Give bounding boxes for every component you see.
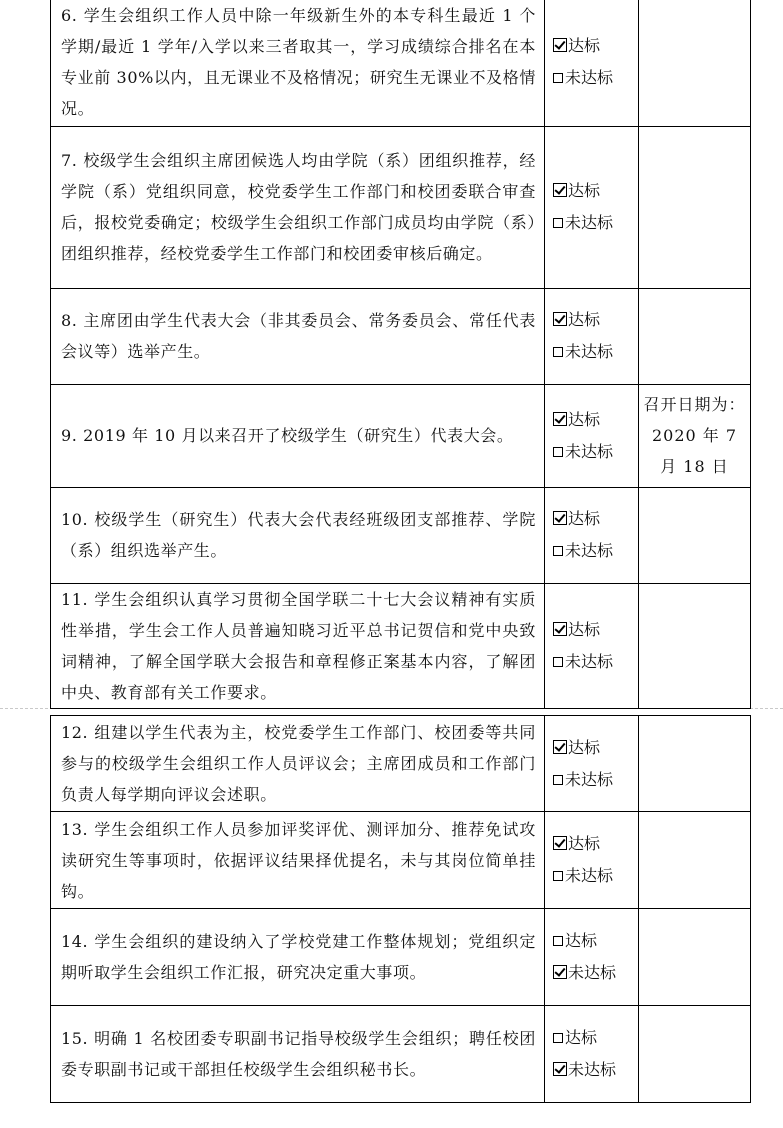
criterion-text: 15. 明确 1 名校团委专职副书记指导校级学生会组织；聘任校团委专职副书记或干部担任校级学生会组织秘书长。 (61, 1029, 536, 1079)
option-met[interactable] (553, 925, 638, 957)
empty-box-icon (553, 657, 563, 667)
checked-box-icon (553, 312, 567, 326)
checked-box-icon (553, 965, 567, 979)
checked-box-icon (553, 511, 567, 525)
option-met-label: 达标 (568, 737, 601, 757)
option-unmet-label: 未达标 (568, 963, 617, 982)
option-unmet-label: 未达标 (565, 342, 614, 361)
table-row-12 (51, 716, 751, 812)
status-cell (545, 175, 638, 239)
option-met-label: 达标 (568, 310, 601, 329)
checked-box-icon (553, 38, 567, 52)
table-row-14 (51, 909, 751, 1006)
checked-box-icon (553, 412, 567, 426)
option-met-label: 达标 (568, 619, 601, 639)
criterion-text: 6. 学生会组织工作人员中除一年级新生外的本专科生最近 1 个学期/最近 1 学年/入学以来三者取其一，学习成绩综合排名在本专业前 30%以内，且无课业不及格情况；研究生无课业不及格情况。 (61, 5, 536, 118)
criterion-text: 7. 校级学生会组织主席团候选人均由学院（系）团组织推荐，经学院（系）党组织同意，校党委学生工作部门和校团委联合审查后，报校党委确定；校级学生会组织工作部门成员均由学院（系）团组织推荐，经校党委学生工作部门和校团委审核后确定。 (61, 151, 536, 263)
option-met-label: 达标 (568, 509, 601, 528)
option-met-label: 达标 (565, 931, 598, 950)
option-unmet[interactable] (553, 646, 638, 678)
option-unmet[interactable] (553, 336, 638, 368)
option-unmet-label: 未达标 (568, 1060, 617, 1079)
table-row-11 (51, 583, 751, 708)
option-unmet-label: 未达标 (565, 441, 614, 461)
table-row-9 (51, 384, 751, 487)
option-unmet-label: 未达标 (565, 541, 614, 560)
empty-box-icon (553, 936, 563, 946)
option-unmet-label: 未达标 (565, 67, 614, 87)
empty-box-icon (553, 73, 563, 83)
option-unmet[interactable] (553, 764, 638, 796)
table-row-15 (51, 1006, 751, 1103)
criterion-text: 9. 2019 年 10 月以来召开了校级学生（研究生）代表大会。 (61, 426, 514, 445)
checked-box-icon (553, 836, 567, 850)
empty-box-icon (553, 218, 563, 228)
option-met[interactable] (553, 732, 638, 764)
option-unmet[interactable] (553, 436, 638, 468)
status-cell (545, 732, 638, 796)
option-met-label: 达标 (568, 834, 601, 853)
table-row-8 (51, 288, 751, 384)
status-cell (545, 30, 638, 94)
table-row-6 (51, 0, 751, 126)
table-row-10 (51, 487, 751, 583)
checked-box-icon (553, 1062, 567, 1076)
option-unmet-label: 未达标 (565, 213, 614, 232)
empty-box-icon (553, 1033, 563, 1043)
criterion-text: 10. 校级学生（研究生）代表大会代表经班级团支部推荐、学院（系）组织选举产生。 (61, 510, 536, 560)
checked-box-icon (553, 183, 567, 197)
option-met[interactable] (553, 828, 638, 860)
empty-box-icon (553, 546, 563, 556)
criterion-text: 11. 学生会组织认真学习贯彻全国学联二十七大会议精神有实质性举措，学生会工作人员普遍知晓习近平总书记贺信和党中央致词精神，了解全国学联大会报告和章程修正案基本内容，了解团中央、教育部有关工作要求。 (61, 589, 536, 702)
option-met[interactable] (553, 614, 638, 646)
option-met[interactable] (553, 175, 638, 207)
option-unmet-label: 未达标 (565, 866, 614, 885)
option-unmet[interactable] (553, 535, 638, 567)
option-met[interactable] (553, 503, 638, 535)
checked-box-icon (553, 622, 567, 636)
option-met[interactable] (553, 404, 638, 436)
empty-box-icon (553, 447, 563, 457)
criterion-text: 13. 学生会组织工作人员参加评奖评优、测评加分、推荐免试攻读研究生等事项时，依据评议结果择优提名，未与其岗位简单挂钩。 (61, 819, 536, 901)
criteria-table-page-2 (50, 715, 751, 1103)
status-cell (545, 404, 638, 468)
option-met-label: 达标 (568, 35, 601, 55)
empty-box-icon (553, 871, 563, 881)
status-cell (545, 614, 638, 678)
option-met[interactable] (553, 30, 638, 62)
criteria-table-page-1 (50, 0, 751, 709)
option-unmet[interactable] (553, 62, 638, 94)
option-met-label: 达标 (565, 1028, 598, 1047)
option-unmet[interactable] (553, 1054, 638, 1086)
option-unmet[interactable] (553, 957, 638, 989)
option-met[interactable] (553, 1022, 638, 1054)
criterion-text: 8. 主席团由学生代表大会（非其委员会、常务委员会、常任代表会议等）选举产生。 (61, 311, 536, 361)
option-unmet[interactable] (553, 207, 638, 239)
status-cell (545, 503, 638, 567)
meeting-date-note: 召开日期为：2020 年 7 月 18 日 (643, 395, 746, 476)
status-cell (545, 1022, 638, 1086)
checked-box-icon (553, 740, 567, 754)
option-met-label: 达标 (568, 409, 601, 429)
table-row-13 (51, 812, 751, 909)
table-row-7 (51, 126, 751, 288)
option-unmet-label: 未达标 (565, 769, 614, 789)
empty-box-icon (553, 347, 563, 357)
status-cell (545, 925, 638, 989)
option-met[interactable] (553, 304, 638, 336)
option-met-label: 达标 (568, 181, 601, 200)
criterion-text: 12. 组建以学生代表为主，校党委学生工作部门、校团委等共同参与的校级学生会组织工作人员评议会；主席团成员和工作部门负责人每学期向评议会述职。 (61, 723, 536, 804)
empty-box-icon (553, 775, 563, 785)
option-unmet-label: 未达标 (565, 651, 614, 671)
status-cell (545, 828, 638, 892)
status-cell (545, 304, 638, 368)
criterion-text: 14. 学生会组织的建设纳入了学校党建工作整体规划；党组织定期听取学生会组织工作汇报，研究决定重大事项。 (61, 932, 536, 982)
option-unmet[interactable] (553, 860, 638, 892)
